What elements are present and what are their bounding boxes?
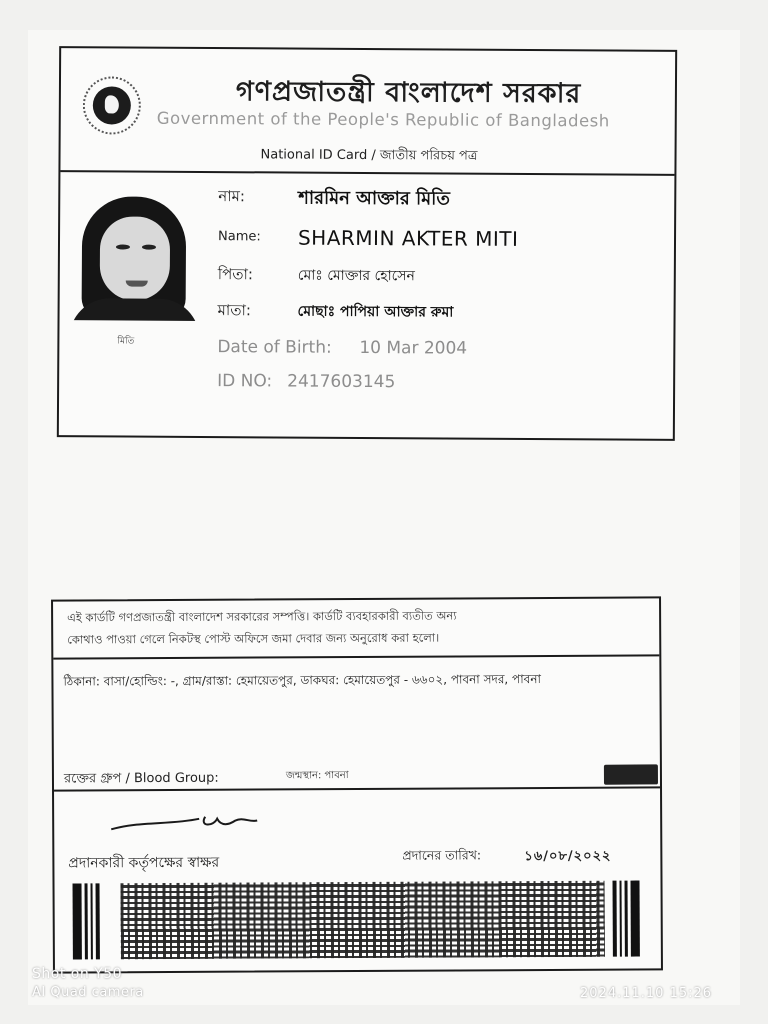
government-emblem-icon (83, 76, 141, 134)
notice-line-1: এই কার্ডটি গণপ্রজাতন্ত্রী বাংলাদেশ সরকারের সম্পত্তি। কার্ডটি ব্যবহারকারী ব্যতীত অন্য (67, 608, 457, 625)
camera-type-watermark: AI Quad camera (32, 985, 144, 1000)
id-number: 2417603145 (287, 371, 396, 393)
capture-timestamp: 2024.11.10 15:26 (580, 986, 713, 1001)
id-label: ID NO: (217, 371, 273, 392)
issue-date-value: ১৬/০৮/২০২২ (524, 848, 612, 865)
barcode-start-pattern (73, 883, 113, 959)
holder-photo (70, 194, 201, 321)
issuer-signature-label: প্রদানকারী কর্তৃপক্ষের স্বাক্ষর (68, 854, 220, 872)
address-text: ঠিকানা: বাসা/হোল্ডিং: -, গ্রাম/রাস্তা: হেমায়েতপুর, ডাকঘর: হেমায়েতপুর - ৬৬০২, পাবনা সদর, পাবনা (63, 672, 542, 689)
father-value: মোঃ মোক্তার হোসেন (297, 267, 415, 285)
photo-caption: মিতি (117, 336, 135, 347)
blood-group-label: রক্তের গ্রুপ / Blood Group: (63, 770, 219, 787)
name-bn-value: শারমিন আক্তার মিতি (298, 187, 450, 210)
nid-back-card (51, 596, 663, 973)
name-en-value: SHARMIN AKTER MITI (297, 225, 519, 251)
father-label: পিতা: (217, 265, 254, 284)
english-government-title: Government of the People's Republic of Bangladesh (156, 108, 610, 131)
pdf417-barcode (73, 880, 653, 959)
mother-label: মাতা: (217, 301, 251, 320)
name-en-label: Name: (217, 229, 261, 245)
barcode-data-area (121, 881, 605, 960)
barcode-stop-pattern (613, 880, 653, 956)
mother-value: মোছাঃ পাপিয়া আক্তার রুমা (297, 303, 454, 321)
card-type-title: National ID Card / জাতীয় পরিচয় পত্র (260, 147, 478, 164)
dob-label: Date of Birth: (217, 337, 332, 358)
card-chip-icon (604, 764, 658, 784)
name-bn-label: নাম: (218, 187, 246, 206)
dob-value: 10 Mar 2004 (359, 337, 468, 359)
issue-date-label: প্রদানের তারিখ: (402, 847, 482, 863)
camera-model-watermark: Shot on Y50 (32, 966, 123, 982)
ownership-notice (53, 598, 659, 659)
nid-front-card (57, 46, 677, 441)
signature-icon (109, 806, 269, 839)
bangla-government-title: গণপ্রজাতন্ত্রী বাংলাদেশ সরকার (235, 76, 582, 110)
blood-group-value: জন্মস্থান: পাবনা (285, 770, 349, 782)
card-header (60, 48, 675, 176)
notice-line-2: কোথাও পাওয়া গেলে নিকটস্থ পোস্ট অফিসে জমা দেবার জন্য অনুরোধ করা হলো। (67, 630, 440, 647)
